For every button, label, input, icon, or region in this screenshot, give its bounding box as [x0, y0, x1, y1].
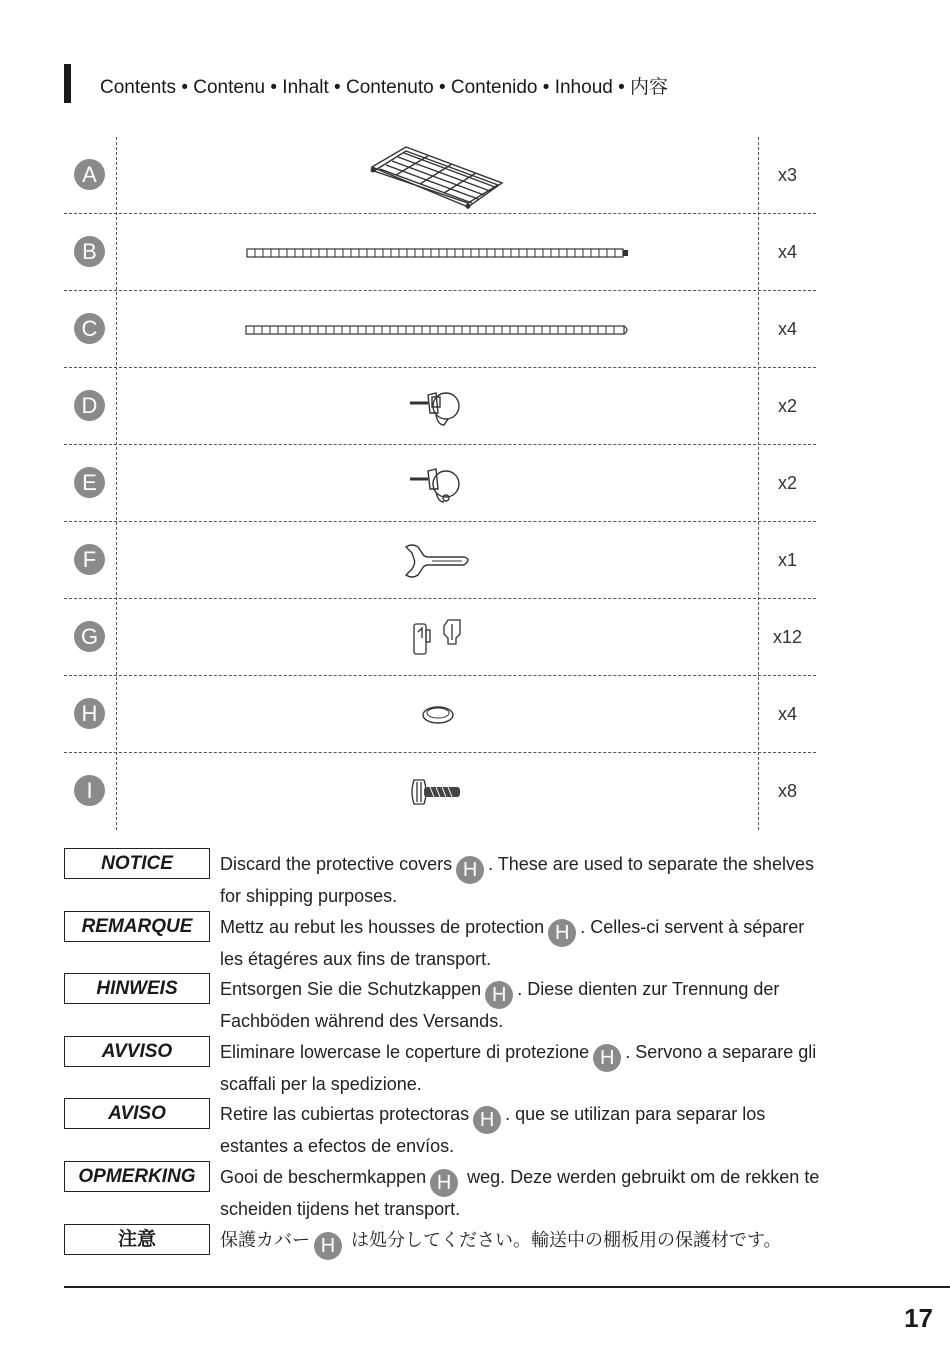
part-letter-badge: C [74, 313, 105, 344]
notice-text: Gooi de beschermkappen H weg. Deze werden gebruikt om de rekken te scheiden tijdens het transport. [220, 1167, 820, 1219]
page-number: 17 [904, 1303, 933, 1333]
part-h-badge: H [485, 981, 513, 1009]
part-row-e [64, 445, 816, 522]
notice-it [64, 1036, 824, 1092]
notice-nl [64, 1161, 824, 1217]
contents-heading: Contents • Contenu • Inhalt • Contenuto • Contenido • Inhoud • 内容 [100, 77, 669, 98]
part-letter-badge: H [74, 698, 105, 729]
part-letter-badge: E [74, 467, 105, 498]
notice-label: NOTICE [64, 848, 210, 879]
leveling-foot-icon [117, 753, 758, 830]
notice-text: Eliminare lowercase le coperture di protezione H . Servono a separare gli scaffali per la spedizione. [220, 1042, 817, 1094]
part-row-d [64, 368, 816, 445]
notice-en [64, 848, 824, 904]
part-row-b [64, 214, 816, 291]
part-letter-badge: F [74, 544, 105, 575]
footer-rule [64, 1286, 950, 1288]
part-quantity: x1 [777, 550, 797, 570]
part-quantity: x3 [777, 165, 797, 185]
protective-cover-icon [117, 676, 758, 753]
wrench-icon [117, 522, 758, 599]
part-letter-badge: A [74, 159, 105, 190]
notice-ja [64, 1224, 824, 1280]
notice-text: Discard the protective covers H . These are used to separate the shelves for shipping purposes. [220, 854, 814, 906]
notice-label: AVISO [64, 1098, 210, 1129]
part-quantity: x4 [777, 242, 797, 262]
notice-de [64, 973, 824, 1029]
part-quantity: x12 [772, 627, 803, 647]
notice-label: HINWEIS [64, 973, 210, 1004]
part-h-badge: H [548, 919, 576, 947]
notice-es [64, 1098, 824, 1154]
pole-lower-icon [117, 291, 758, 368]
section-marker [64, 64, 71, 103]
notice-text: 保護カバー H は処分してください。輸送中の棚板用の保護材です。 [220, 1228, 820, 1260]
part-quantity: x2 [777, 396, 797, 416]
parts-list [64, 137, 816, 830]
caster-locking-icon [117, 368, 758, 445]
part-row-f [64, 522, 816, 599]
part-row-h [64, 676, 816, 753]
part-quantity: x2 [777, 473, 797, 493]
wire-shelf-icon [117, 137, 758, 214]
sleeve-clip-icon [117, 599, 758, 676]
part-row-i [64, 753, 816, 830]
part-h-badge: H [456, 856, 484, 884]
part-letter-badge: I [74, 775, 105, 806]
notice-fr [64, 911, 824, 967]
pole-upper-icon [117, 214, 758, 291]
part-h-badge: H [593, 1044, 621, 1072]
part-letter-badge: G [74, 621, 105, 652]
part-quantity: x8 [777, 781, 797, 801]
part-row-c [64, 291, 816, 368]
part-letter-badge: B [74, 236, 105, 267]
part-h-badge: H [473, 1106, 501, 1134]
notice-label: OPMERKING [64, 1161, 210, 1192]
notice-text: Retire las cubiertas protectoras H . que se utilizan para separar los estantes a efectos de envíos. [220, 1104, 766, 1156]
part-quantity: x4 [777, 704, 797, 724]
notice-text: Entsorgen Sie die Schutzkappen H . Diese dienten zur Trennung der Fachböden während des Versands. [220, 979, 780, 1031]
part-row-a [64, 137, 816, 214]
part-row-g [64, 599, 816, 676]
part-letter-badge: D [74, 390, 105, 421]
notice-text: Mettz au rebut les housses de protection H . Celles-ci servent à séparer les étagéres aux fins de transport. [220, 917, 805, 969]
notice-label: 注意 [64, 1224, 210, 1255]
notice-label: REMARQUE [64, 911, 210, 942]
part-h-badge: H [314, 1232, 342, 1260]
part-h-badge: H [430, 1169, 458, 1197]
notice-label: AVVISO [64, 1036, 210, 1067]
caster-icon [117, 445, 758, 522]
part-quantity: x4 [777, 319, 797, 339]
